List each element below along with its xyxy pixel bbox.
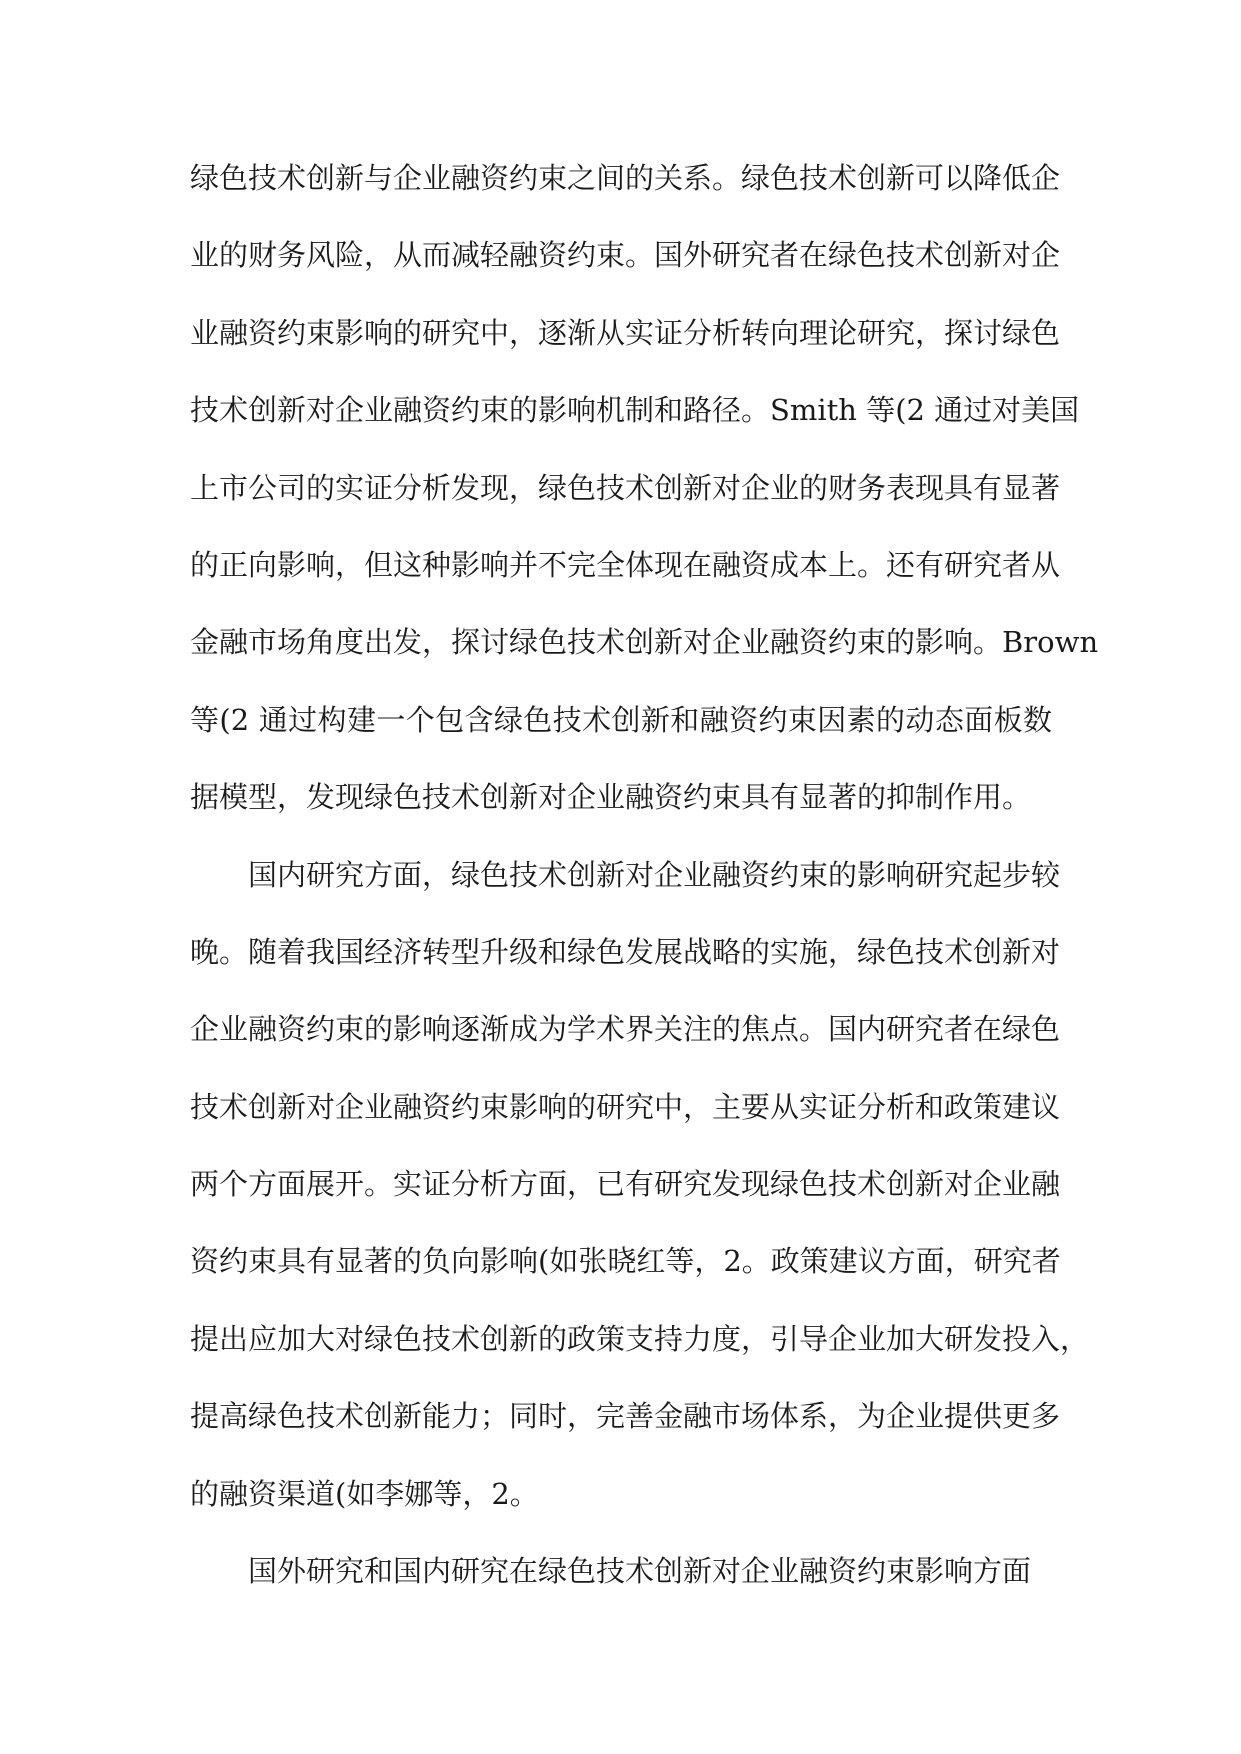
text-line: 晚。随着我国经济转型升级和绿色发展战略的实施，绿色技术创新对 — [190, 934, 1061, 969]
text-line: 两个方面展开。实证分析方面，已有研究发现绿色技术创新对企业融 — [190, 1167, 1061, 1202]
text-line: 上市公司的实证分析发现，绿色技术创新对企业的财务表现具有显著 — [190, 470, 1061, 505]
text-line: 业融资约束影响的研究中，逐渐从实证分析转向理论研究，探讨绿色 — [190, 315, 1061, 350]
text-line: 技术创新对企业融资约束的影响机制和路径。Smith 等(2 通过对美国 — [190, 393, 1080, 428]
text-line: 业的财务风险，从而减轻融资约束。国外研究者在绿色技术创新对企 — [190, 238, 1061, 273]
text-line: 国内研究方面，绿色技术创新对企业融资约束的影响研究起步较 — [248, 857, 1061, 892]
text-line: 国外研究和国内研究在绿色技术创新对企业融资约束影响方面 — [248, 1554, 1032, 1589]
paragraph-2 — [190, 837, 1090, 1534]
text-line: 企业融资约束的影响逐渐成为学术界关注的焦点。国内研究者在绿色 — [190, 1012, 1061, 1047]
text-line: 资约束具有显著的负向影响(如张晓红等，2。政策建议方面，研究者 — [190, 1244, 1061, 1279]
paragraph-1 — [190, 140, 1099, 837]
text-line: 的融资渠道(如李娜等，2。 — [190, 1476, 539, 1511]
text-line: 金融市场角度出发，探讨绿色技术创新对企业融资约束的影响。Brown — [190, 625, 1099, 660]
body-text — [190, 140, 1099, 1610]
text-line: 绿色技术创新与企业融资约束之间的关系。绿色技术创新可以降低企 — [190, 161, 1061, 195]
text-line: 提出应加大对绿色技术创新的政策支持力度，引导企业加大研发投入， — [190, 1321, 1090, 1356]
paragraph-3 — [190, 1533, 1052, 1610]
text-line: 提高绿色技术创新能力；同时，完善金融市场体系，为企业提供更多 — [190, 1399, 1061, 1434]
text-line: 据模型，发现绿色技术创新对企业融资约束具有显著的抑制作用。 — [190, 780, 1032, 815]
text-line: 技术创新对企业融资约束影响的研究中，主要从实证分析和政策建议 — [190, 1089, 1061, 1124]
text-line: 等(2 通过构建一个包含绿色技术创新和融资约束因素的动态面板数 — [190, 702, 1052, 737]
text-line: 的正向影响，但这种影响并不完全体现在融资成本上。还有研究者从 — [190, 547, 1061, 582]
